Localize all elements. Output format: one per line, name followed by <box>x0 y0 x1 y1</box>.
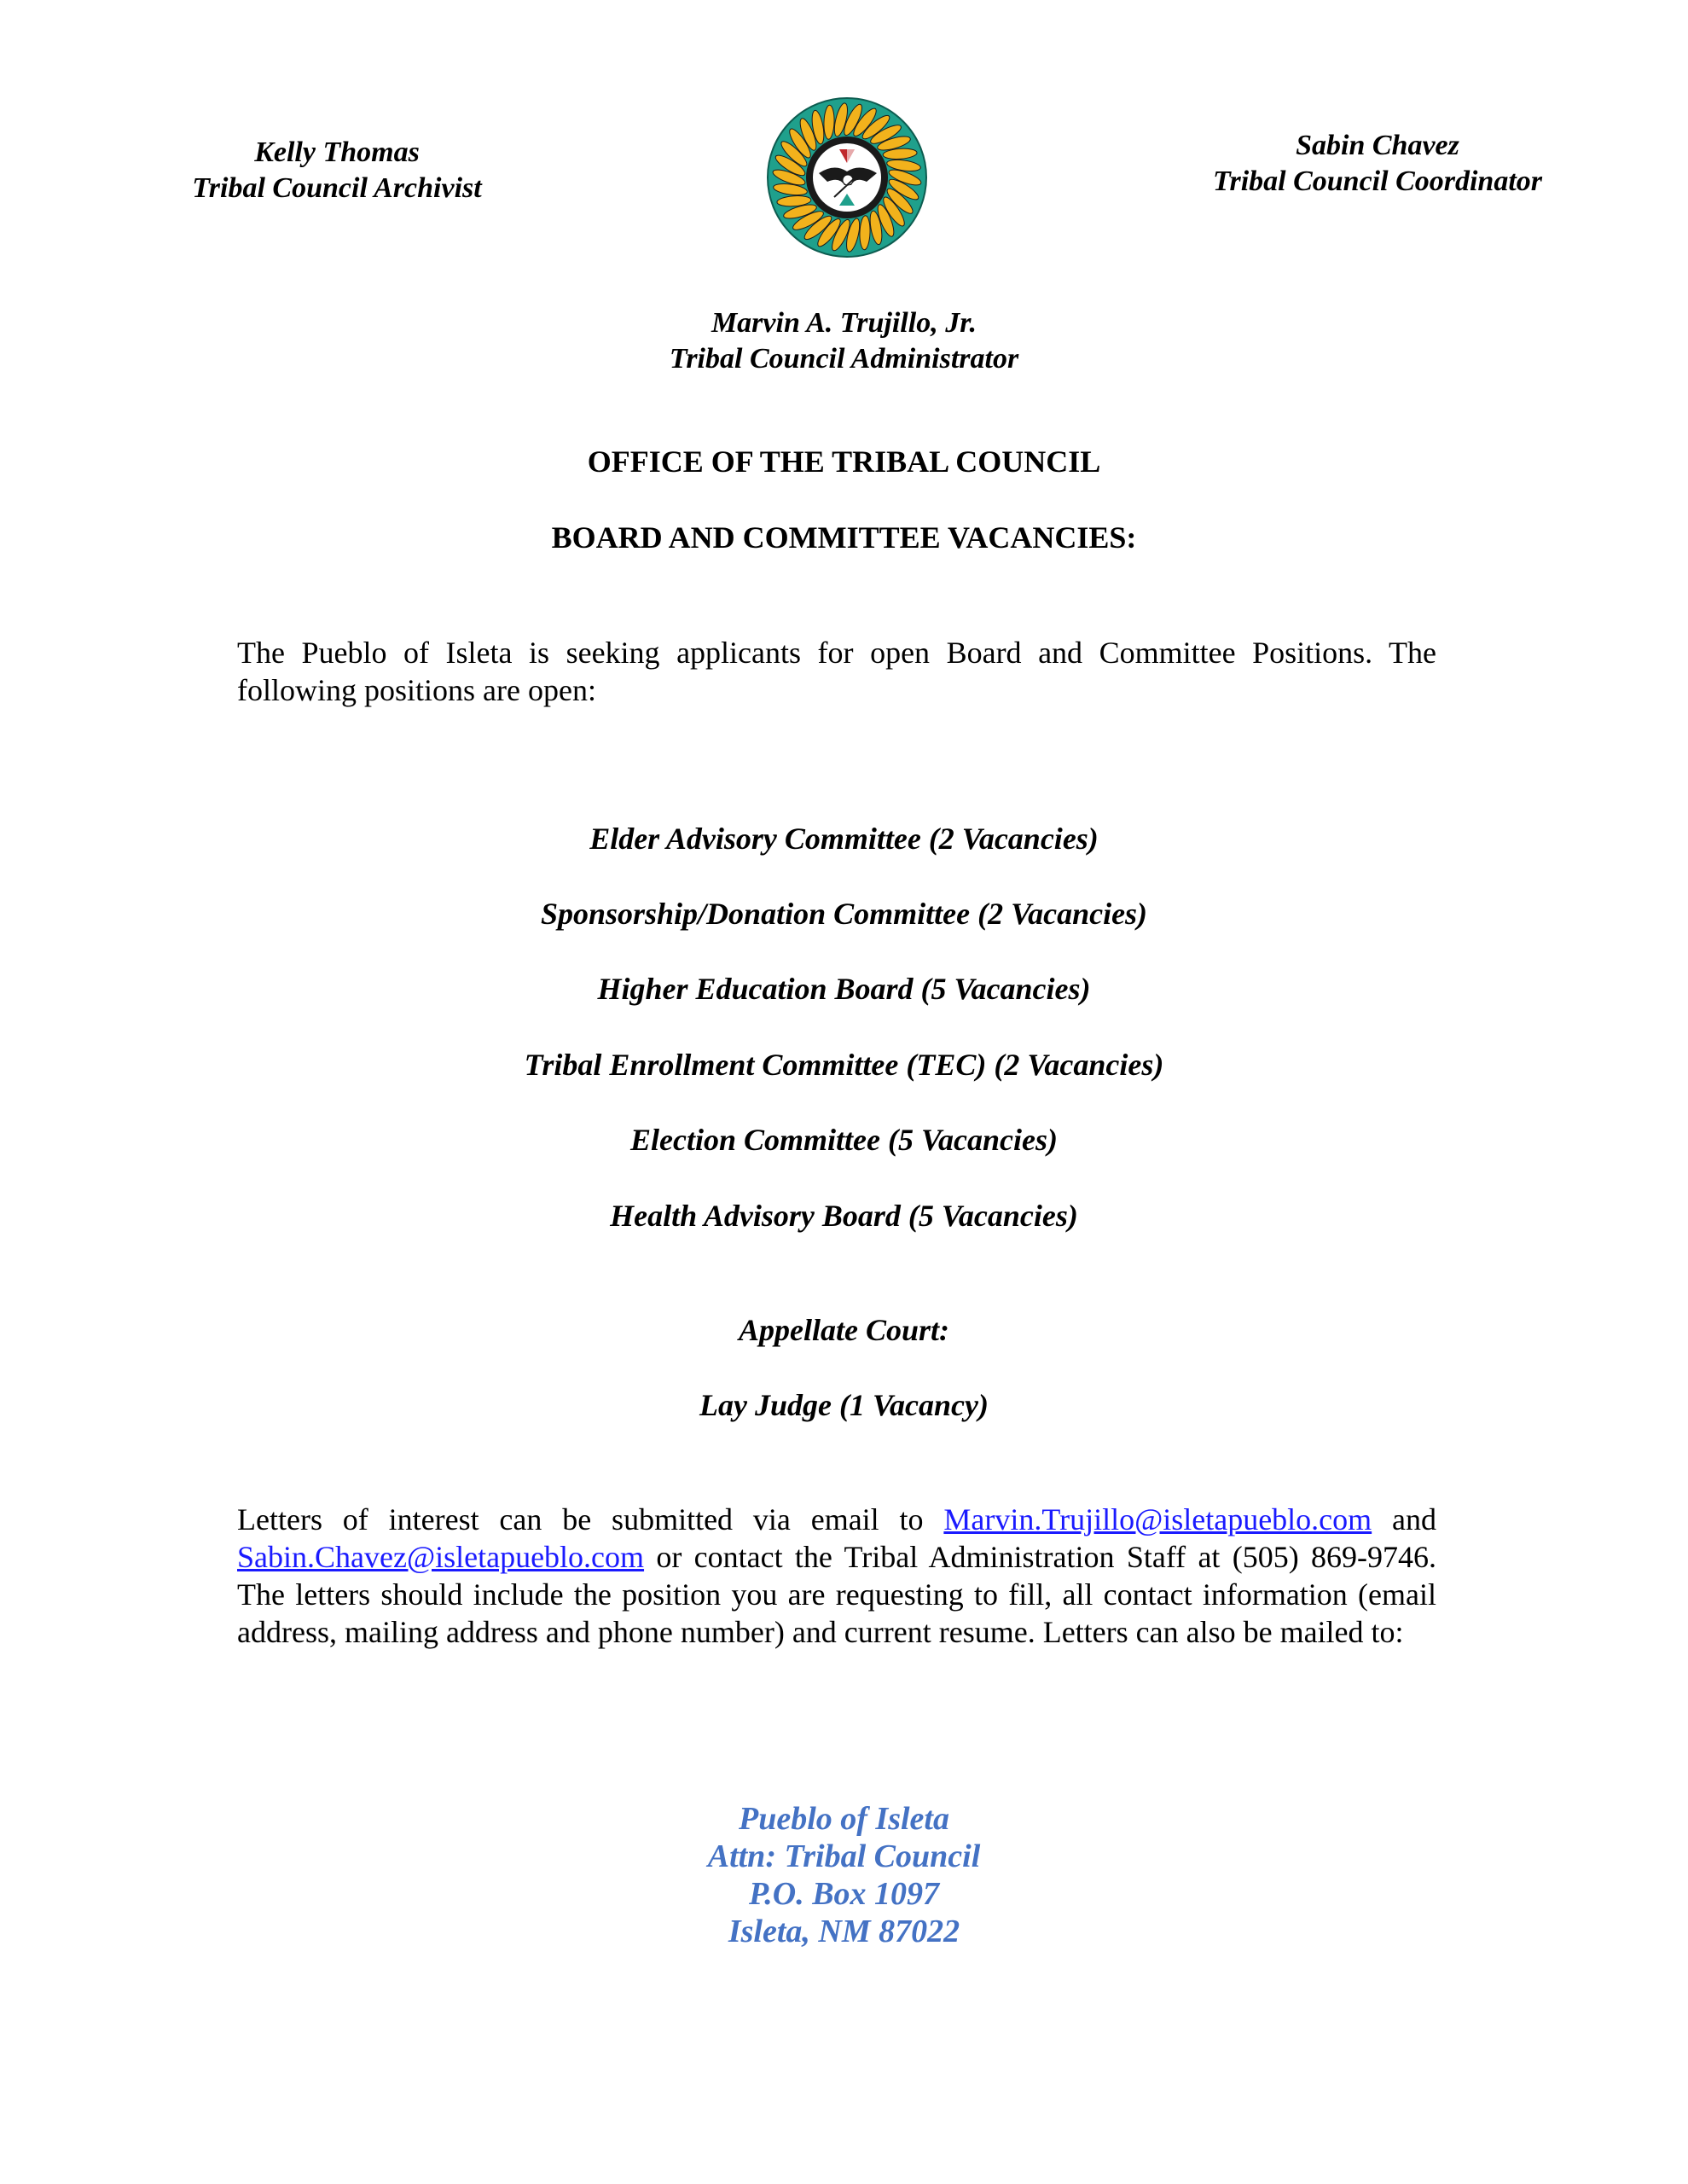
archivist-block <box>162 135 512 206</box>
position-item: Elder Advisory Committee (2 Vacancies) <box>589 822 1099 856</box>
position-item: Higher Education Board (5 Vacancies) <box>597 972 1091 1006</box>
position-item: Tribal Enrollment Committee (TEC) (2 Vacancies) <box>524 1048 1164 1082</box>
coordinator-name: Sabin Chavez <box>1296 130 1459 161</box>
email-link-marvin[interactable]: Marvin.Trujillo@isletapueblo.com <box>943 1502 1372 1536</box>
letters-text-3: or contact the Tribal Administration Staff at (505) 869-9746. The letters should include the position you are requesting to fill, all contact information (email address, mailing address and phone number) and current resume. Letters can also be mailed to: <box>237 1540 1436 1649</box>
archivist-name: Kelly Thomas <box>254 136 420 168</box>
letters-text-2: and <box>1372 1502 1436 1536</box>
intro-paragraph: The Pueblo of Isleta is seeking applicants for open Board and Committee Positions. The following positions are open: <box>237 636 1436 707</box>
letters-paragraph <box>237 1501 1436 1651</box>
email-link-sabin[interactable]: Sabin.Chavez@isletapueblo.com <box>237 1540 645 1574</box>
vacancies-heading: BOARD AND COMMITTEE VACANCIES: <box>551 520 1137 555</box>
court-position: Lay Judge (1 Vacancy) <box>699 1388 989 1422</box>
administrator-block <box>0 305 1688 377</box>
pueblo-seal-icon <box>766 96 928 258</box>
coordinator-title: Tribal Council Coordinator <box>1212 166 1543 197</box>
administrator-name: Marvin A. Trujillo, Jr. <box>711 307 977 339</box>
court-heading: Appellate Court: <box>738 1313 949 1347</box>
mailing-address <box>0 1800 1688 1950</box>
archivist-title: Tribal Council Archivist <box>192 172 482 204</box>
office-heading: OFFICE OF THE TRIBAL COUNCIL <box>587 444 1101 479</box>
address-line: Pueblo of Isleta <box>739 1801 949 1837</box>
coordinator-block <box>1177 128 1578 200</box>
address-line: Isleta, NM 87022 <box>728 1914 960 1949</box>
position-item: Health Advisory Board (5 Vacancies) <box>610 1199 1078 1233</box>
position-item: Sponsorship/Donation Committee (2 Vacancies) <box>540 897 1148 931</box>
letters-text-1: Letters of interest can be submitted via email to <box>237 1502 944 1536</box>
position-item: Election Committee (5 Vacancies) <box>630 1123 1058 1157</box>
administrator-title: Tribal Council Administrator <box>669 343 1019 375</box>
address-line: Attn: Tribal Council <box>707 1838 981 1874</box>
address-line: P.O. Box 1097 <box>748 1876 940 1912</box>
